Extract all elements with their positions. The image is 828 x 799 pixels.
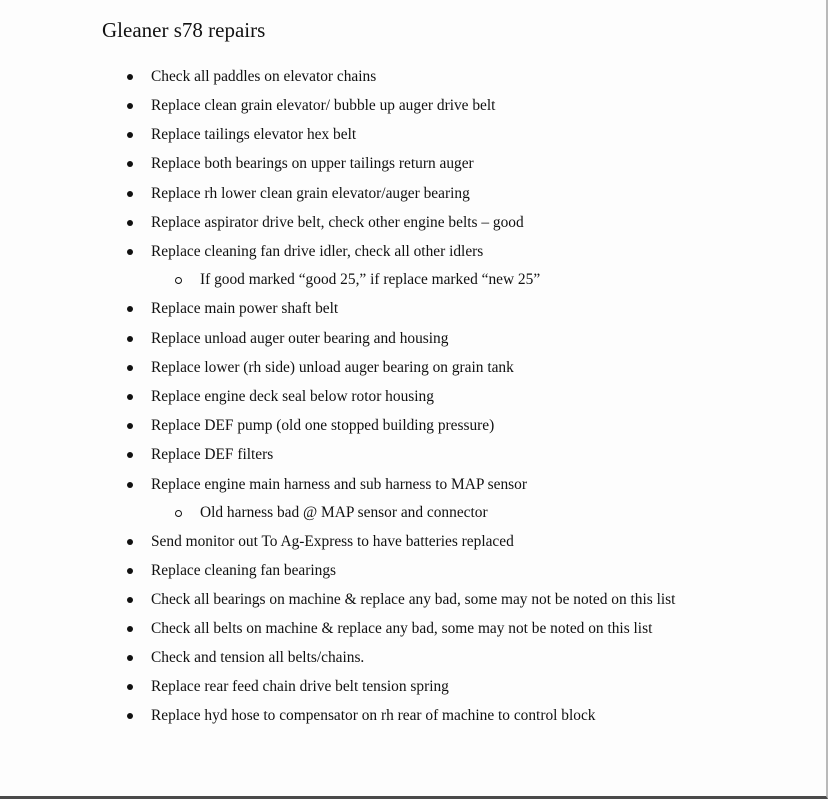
bullet-icon [127, 336, 133, 342]
list-item-text: Replace cleaning fan drive idler, check all other idlers [151, 243, 484, 260]
bullet-icon [127, 713, 133, 719]
list-item-text: Replace engine deck seal below rotor housing [151, 388, 434, 405]
bullet-icon [127, 103, 133, 109]
bullet-icon [127, 597, 133, 603]
list-item-text: Replace lower (rh side) unload auger bearing on grain tank [151, 359, 514, 376]
bullet-icon [127, 423, 133, 429]
list-item-text: Replace aspirator drive belt, check other engine belts – good [151, 214, 524, 231]
list-item-text: Replace rh lower clean grain elevator/auger bearing [151, 185, 470, 202]
bullet-icon [127, 568, 133, 574]
list-item-text: Check all bearings on machine & replace any bad, some may not be noted on this list [151, 591, 676, 608]
document-title: Gleaner s78 repairs [102, 18, 266, 42]
bullet-icon [127, 684, 133, 690]
list-item-text: Replace DEF filters [151, 446, 274, 463]
list-item-text: Replace main power shaft belt [151, 300, 339, 317]
bullet-icon [127, 249, 133, 255]
bullet-icon [127, 626, 133, 632]
hollow-bullet-icon [175, 510, 182, 517]
bullet-icon [127, 220, 133, 226]
bullet-icon [127, 452, 133, 458]
bullet-icon [127, 306, 133, 312]
bullet-icon [127, 191, 133, 197]
list-item-text: Replace hyd hose to compensator on rh rear of machine to control block [151, 707, 596, 724]
list-item-text: Replace cleaning fan bearings [151, 562, 337, 579]
list-item-text: Replace engine main harness and sub harness to MAP sensor [151, 476, 527, 493]
bullet-icon [127, 161, 133, 167]
list-item-text: Check all belts on machine & replace any bad, some may not be noted on this list [151, 620, 653, 637]
list-item-text: Replace unload auger outer bearing and housing [151, 330, 449, 347]
list-item-text: Send monitor out To Ag-Express to have batteries replaced [151, 533, 514, 550]
bullet-icon [127, 482, 133, 488]
bullet-icon [127, 655, 133, 661]
bullet-icon [127, 74, 133, 80]
list-item-text: Replace clean grain elevator/ bubble up auger drive belt [151, 97, 496, 114]
list-item-text: Replace tailings elevator hex belt [151, 126, 357, 143]
list-item-text: Check and tension all belts/chains. [151, 649, 365, 666]
sub-list-item-text: If good marked “good 25,” if replace marked “new 25” [200, 271, 541, 288]
bullet-icon [127, 394, 133, 400]
list-item-text: Replace both bearings on upper tailings return auger [151, 155, 474, 172]
bullet-icon [127, 539, 133, 545]
sub-list-item-text: Old harness bad @ MAP sensor and connector [200, 504, 488, 521]
list-item-text: Check all paddles on elevator chains [151, 68, 377, 85]
list-item-text: Replace rear feed chain drive belt tension spring [151, 678, 449, 695]
hollow-bullet-icon [175, 277, 182, 284]
bullet-icon [127, 132, 133, 138]
bullet-icon [127, 365, 133, 371]
list-item-text: Replace DEF pump (old one stopped building pressure) [151, 417, 495, 434]
